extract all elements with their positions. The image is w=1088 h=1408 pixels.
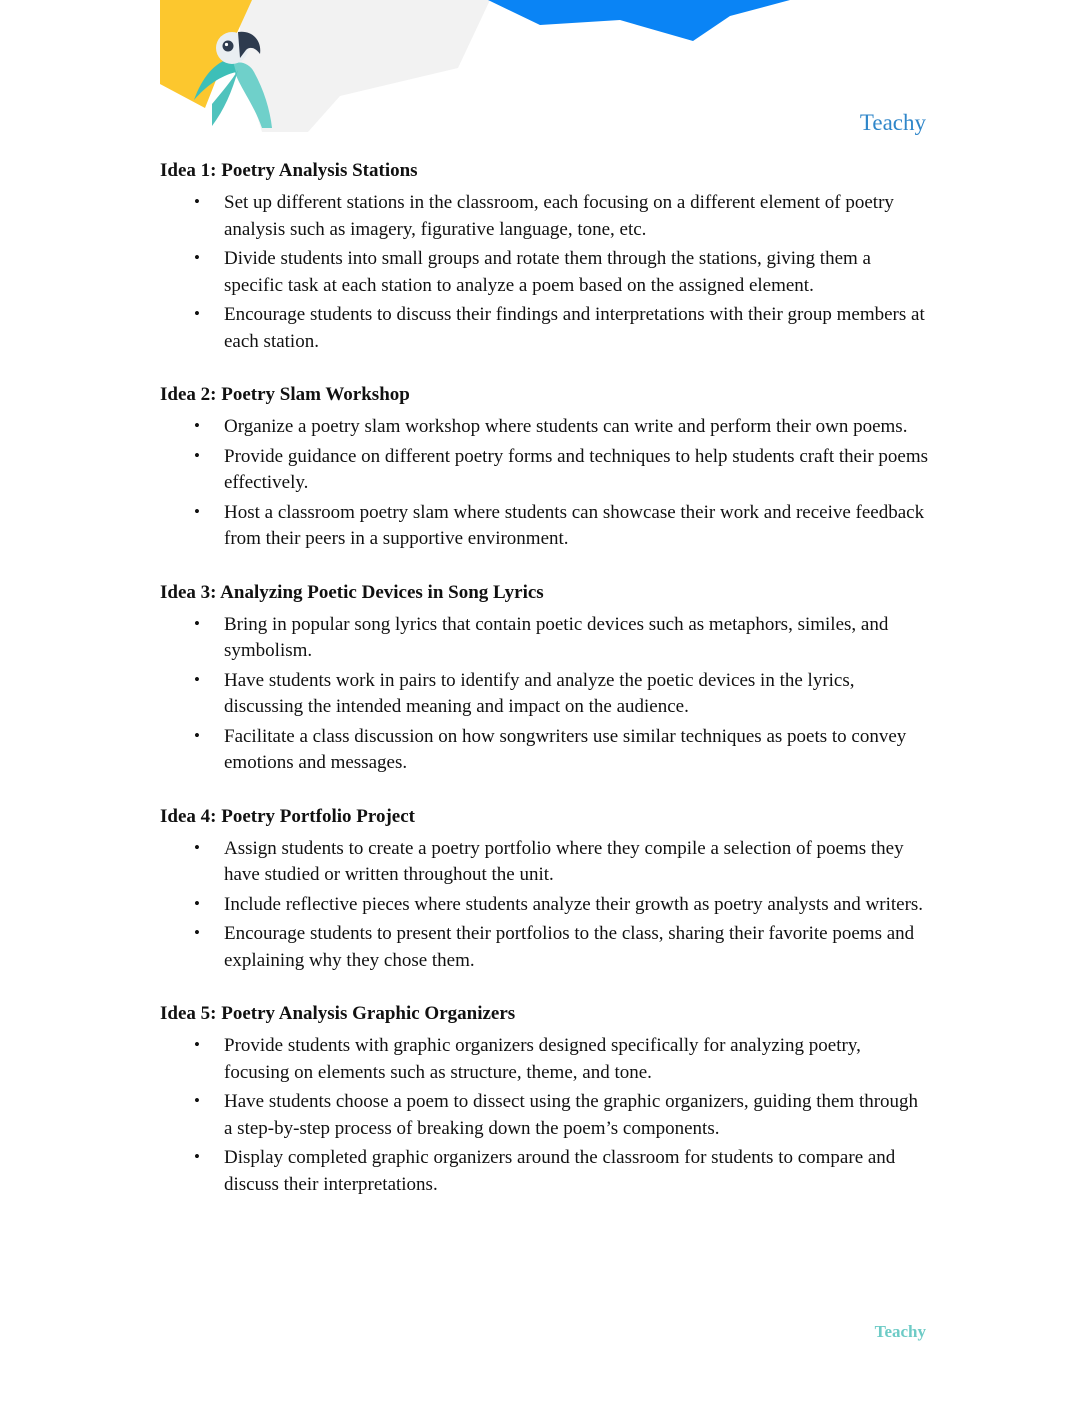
bullet-text: Have students choose a poem to dissect using the graphic organizers, guiding them through a step-by-step process of breaking down the poem’s components. <box>224 1091 919 1139</box>
bullet-text: Assign students to create a poetry portfolio where they compile a selection of poems they have studied or written throughout the unit. <box>224 837 904 885</box>
bullet-item <box>160 500 930 553</box>
bullet-item <box>160 190 930 243</box>
bullet-item <box>160 836 930 889</box>
header-brand: Teachy <box>859 110 926 135</box>
idea-section <box>160 1001 930 1198</box>
bullet-dot-icon: • <box>194 725 200 745</box>
ideas-list <box>160 158 930 1225</box>
bullet-text: Facilitate a class discussion on how songwriters use similar techniques as poets to convey emotions and messages. <box>224 725 907 773</box>
bullet-text: Host a classroom poetry slam where students can showcase their work and receive feedback from their peers in a supportive environment. <box>224 501 925 549</box>
bullet-text: Divide students into small groups and rotate them through the stations, giving them a specific task at each station to analyze a poem based on the assigned element. <box>224 248 871 296</box>
bullet-text: Set up different stations in the classroom, each focusing on a different element of poetry analysis such as imagery, figurative language, tone, etc. <box>224 192 894 240</box>
bullet-item <box>160 302 930 355</box>
bullet-list <box>160 1033 930 1198</box>
idea-title: Idea 3: Analyzing Poetic Devices in Song Lyrics <box>160 581 544 603</box>
idea-section <box>160 804 930 975</box>
idea-section <box>160 158 930 355</box>
bullet-dot-icon: • <box>194 501 200 521</box>
bullet-text: Provide students with graphic organizers designed specifically for analyzing poetry, focusing on elements such as structure, theme, and tone. <box>224 1035 861 1083</box>
bullet-text: Encourage students to present their portfolios to the class, sharing their favorite poems and explaining why they chose them. <box>224 923 915 971</box>
bullet-item <box>160 1033 930 1086</box>
idea-title: Idea 2: Poetry Slam Workshop <box>160 384 410 405</box>
bullet-item <box>160 612 930 665</box>
bullet-dot-icon: • <box>194 1091 200 1110</box>
bullet-dot-icon: • <box>194 669 200 689</box>
bullet-list <box>160 612 930 777</box>
bullet-dot-icon: • <box>194 1035 200 1054</box>
bullet-dot-icon: • <box>194 837 200 857</box>
bullet-list <box>160 414 930 553</box>
bullet-text: Organize a poetry slam workshop where students can write and perform their own poems. <box>224 416 908 437</box>
header-blue-shape <box>488 0 790 41</box>
idea-section <box>160 382 930 553</box>
bullet-item <box>160 921 930 974</box>
bullet-text: Display completed graphic organizers around the classroom for students to compare and discuss their interpretations. <box>224 1147 896 1195</box>
bullet-list <box>160 836 930 975</box>
bullet-dot-icon: • <box>194 1147 200 1166</box>
bullet-item <box>160 444 930 497</box>
bullet-dot-icon: • <box>194 445 200 465</box>
bullet-dot-icon: • <box>194 893 200 913</box>
idea-title: Idea 5: Poetry Analysis Graphic Organizers <box>160 1003 516 1024</box>
footer-brand: Teachy <box>874 1322 926 1341</box>
bullet-dot-icon: • <box>194 304 200 323</box>
bullet-text: Bring in popular song lyrics that contain poetic devices such as metaphors, similes, and symbolism. <box>224 613 889 661</box>
bullet-dot-icon: • <box>194 416 200 435</box>
bullet-text: Include reflective pieces where students analyze their growth as poetry analysts and writers. <box>224 893 924 915</box>
bullet-text: Provide guidance on different poetry forms and techniques to help students craft their poems effectively. <box>224 445 929 493</box>
bullet-list <box>160 190 930 355</box>
bullet-dot-icon: • <box>194 192 200 211</box>
bullet-item <box>160 246 930 299</box>
header-gray-shape <box>240 0 490 132</box>
idea-section <box>160 580 930 777</box>
bullet-text: Have students work in pairs to identify and analyze the poetic devices in the lyrics, discussing the intended meaning and impact on the audience. <box>224 669 855 717</box>
bullet-item <box>160 892 930 919</box>
bullet-text: Encourage students to discuss their findings and interpretations with their group members at each station. <box>224 304 925 352</box>
bullet-item <box>160 1145 930 1198</box>
bullet-dot-icon: • <box>194 923 200 942</box>
bullet-item <box>160 1089 930 1142</box>
idea-title: Idea 4: Poetry Portfolio Project <box>160 805 415 827</box>
bullet-item <box>160 668 930 721</box>
bullet-dot-icon: • <box>194 248 200 267</box>
idea-title: Idea 1: Poetry Analysis Stations <box>160 160 418 181</box>
bullet-dot-icon: • <box>194 613 200 633</box>
bullet-item <box>160 724 930 777</box>
bullet-item <box>160 414 930 441</box>
